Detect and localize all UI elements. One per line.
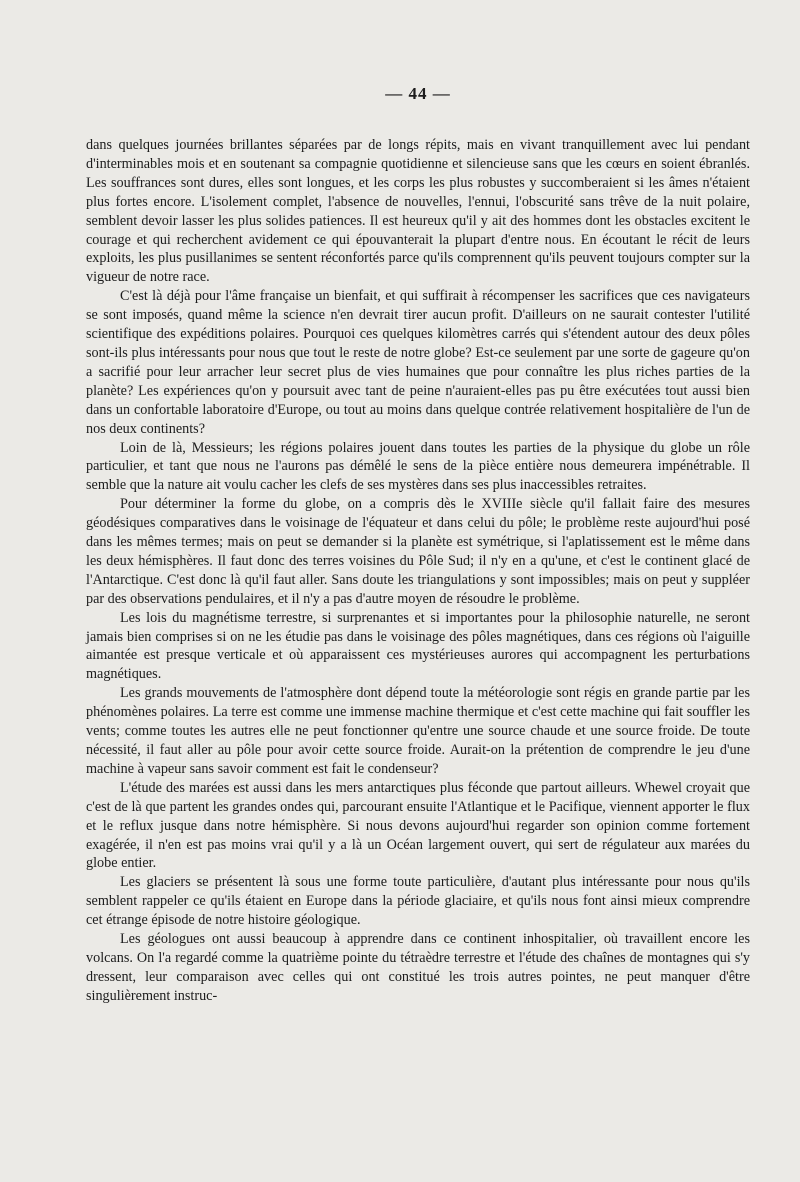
paragraph: C'est là déjà pour l'âme française un bienfait, et qui suffirait à récompenser les sacrifices que ces navigateurs se sont imposés, quand même la science n'en devrait tirer aucun profit. D'ailleurs on ne saurait contester l'utilité scientifique des expéditions polaires. Pourquoi ces quelques kilomètres carrés qui s'étendent autour des deux pôles sont-ils plus intéressants pour nous que tout le reste de notre globe? Est-ce seulement par une sorte de gageure qu'on a sacrifié pour leur arracher leur secret plus de vies humaines que pour connaître les plus riches parties de la planète? Les expériences qu'on y poursuit avec tant de peine n'auraient-elles pas pu être exécutées tout aussi bien dans un confortable laboratoire d'Europe, ou tout au moins dans quelque contrée relativement hospitalière de l'un de nos deux continents? <box>86 288 750 437</box>
paragraph: Pour déterminer la forme du globe, on a compris dès le XVIIIe siècle qu'il fallait faire des mesures géodésiques comparatives dans le voisinage de l'équateur et dans celui du pôle; le problème reste aujourd'hui posé dans les mêmes termes; mais on peut se demander si la planète est symétrique, si l'aplatissement est le même dans les deux hémisphères. Il faut donc des terres voisines du Pôle Sud; il n'y en a qu'une, et c'est le continent glacé de l'Antarctique. C'est donc là qu'il faut aller. Sans doute les triangulations y sont impossibles; mais on peut y suppléer par des observations pendulaires, et il n'y a pas d'autre moyen de résoudre le problème. <box>86 496 750 607</box>
paragraph: Loin de là, Messieurs; les régions polaires jouent dans toutes les parties de la physique du globe un rôle particulier, et tant que nous ne l'aurons pas démêlé le sens de la pièce entière nous demeurera impénétrable. Il semble que la nature ait voulu cacher les clefs de ses mystères dans ses plus inaccessibles retraites. <box>86 439 750 494</box>
body-text <box>86 136 750 1006</box>
paragraph: Les grands mouvements de l'atmosphère dont dépend toute la météorologie sont régis en grande partie par les phénomènes polaires. La terre est comme une immense machine thermique et c'est cette machine qui fait souffler les vents; comme toutes les autres elle ne peut fonctionner qu'entre une source chaude et une source froide. De toute nécessité, il faut aller au pôle pour avoir cette source froide. Aurait-on la prétention de comprendre le jeu d'une machine à vapeur sans savoir comment est fait le condenseur? <box>86 685 750 777</box>
page-number: — 44 — <box>385 84 451 103</box>
paragraph: Les glaciers se présentent là sous une forme toute particulière, d'autant plus intéressante pour nous qu'ils semblent rappeler ce qu'ils étaient en Europe dans la période glaciaire, et qu'ils nous font ainsi mieux comprendre cet étrange épisode de notre histoire géologique. <box>86 874 750 929</box>
paragraph: dans quelques journées brillantes séparées par de longs répits, mais en vivant tranquillement avec lui pendant d'interminables mois et en soutenant sa compagnie quotidienne et silencieuse sans que les cœurs en soient ébranlés. Les souffrances sont dures, elles sont longues, et les corps les plus robustes y succomberaient si les âmes n'étaient plus fortes encore. L'isolement complet, l'absence de nouvelles, l'ennui, l'obscurité sans trêve de la nuit polaire, semblent devoir lasser les plus solides patiences. Il est heureux qu'il y ait des hommes dont les obstacles excitent le courage et qui recherchent avidement ce qui épouvanterait la plupart d'entre nous. En écoutant le récit de leurs exploits, les plus pusillanimes se sentent réconfortés parce qu'ils comprennent qu'ils peuvent toujours compter sur la vigueur de notre race. <box>86 137 750 286</box>
paragraph: Les lois du magnétisme terrestre, si surprenantes et si importantes pour la philosophie naturelle, ne seront jamais bien comprises si on ne les étudie pas dans le voisinage des pôles magnétiques, dans ces régions où l'aiguille aimantée est presque verticale et où apparaissent ces mystérieuses aurores qui accompagnent les perturbations magnétiques. <box>86 609 750 683</box>
paragraph: L'étude des marées est aussi dans les mers antarctiques plus féconde que partout ailleurs. Whewel croyait que c'est de là que partent les grandes ondes qui, parcourant ensuite l'Atlantique et le Pacifique, viennent apporter le flux et le reflux jusque dans notre hémisphère. Si nous devons aujourd'hui regarder son opinion comme fortement exagérée, il n'en est pas moins vrai qu'il y a là un Océan largement ouvert, qui sert de régulateur aux marées du globe entier. <box>86 779 750 872</box>
paragraph: Les géologues ont aussi beaucoup à apprendre dans ce continent inhospitalier, où travaillent encore les volcans. On l'a regardé comme la quatrième pointe du tétraèdre terrestre et l'étude des chaînes de montagnes qui s'y dressent, leur comparaison avec celles qui ont constitué les trois autres pointes, ne peut manquer d'être singulièrement instruc- <box>86 931 750 1004</box>
